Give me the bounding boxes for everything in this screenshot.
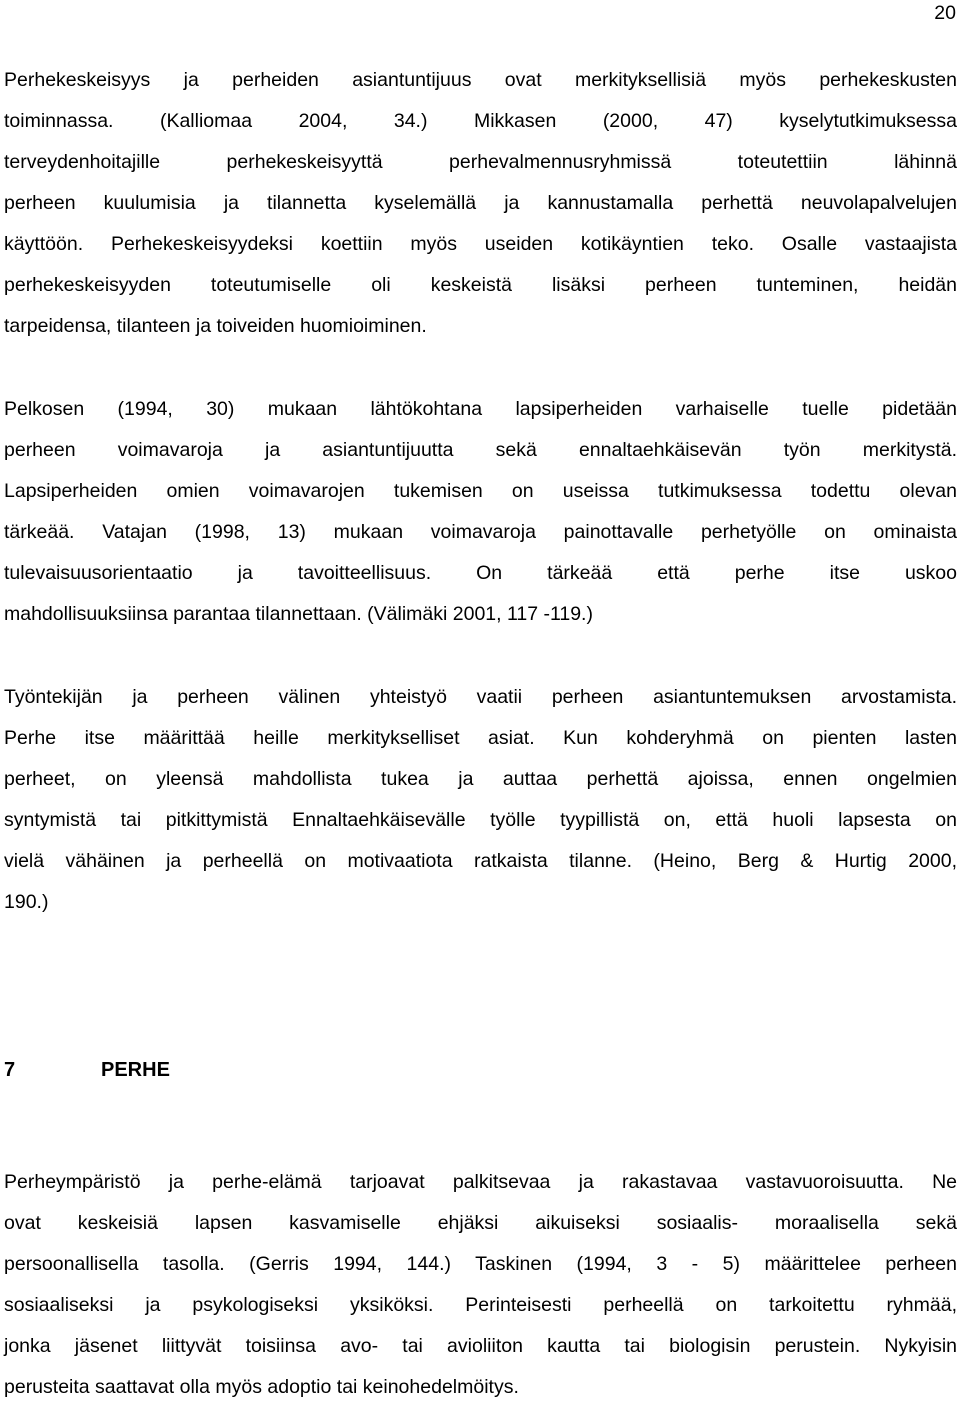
section-number: 7 — [4, 1059, 16, 1081]
paragraph-perhekeskeisyys — [4, 60, 957, 347]
text-line: persoonallisella tasolla. (Gerris 1994, 144.) Taskinen (1994, 3 - 5) määrittelee perheen — [4, 1253, 957, 1275]
text-line: toiminnassa. (Kalliomaa 2004, 34.) Mikkasen (2000, 47) kyselytutkimuksessa — [4, 110, 957, 132]
text-line: perheen kuulumisia ja tilannetta kyselemällä ja kannustamalla perhettä neuvolapalvelujen — [4, 192, 957, 214]
text-line: Pelkosen (1994, 30) mukaan lähtökohtana lapsiperheiden varhaiselle tuelle pidetään — [4, 398, 957, 420]
paragraph-pelkonen — [4, 389, 957, 635]
text-line: perheen voimavaroja ja asiantuntijuutta sekä ennaltaehkäisevän työn merkitystä. — [4, 439, 957, 461]
text-line: perheet, on yleensä mahdollista tukea ja auttaa perhettä ajoissa, ennen ongelmien — [4, 768, 957, 790]
page-number: 20 — [934, 2, 956, 24]
text-line: Lapsiperheiden omien voimavarojen tukemisen on useissa tutkimuksessa todettu olevan — [4, 480, 957, 502]
text-line: Perheympäristö ja perhe-elämä tarjoavat palkitsevaa ja rakastavaa vastavuoroisuutta. Ne — [4, 1171, 957, 1193]
text-line: 190.) — [4, 891, 49, 913]
text-line: perhekeskeisyyden toteutumiselle oli keskeistä lisäksi perheen tunteminen, heidän — [4, 274, 957, 296]
text-line: mahdollisuuksiinsa parantaa tilannettaan. (Välimäki 2001, 117 -119.) — [4, 603, 593, 625]
text-line: jonka jäsenet liittyvät toisiinsa avo- tai avioliiton kautta tai biologisin perustein. Nykyisin — [4, 1335, 957, 1357]
text-line: vielä vähäinen ja perheellä on motivaatiota ratkaista tilanne. (Heino, Berg & Hurtig 2000, — [4, 850, 957, 872]
text-line: terveydenhoitajille perhekeskeisyyttä perhevalmennusryhmissä toteutettiin lähinnä — [4, 151, 957, 173]
text-line: sosiaaliseksi ja psykologiseksi yksiköksi. Perinteisesti perheellä on tarkoitettu ryhmää, — [4, 1294, 957, 1316]
section-heading — [4, 1050, 170, 1091]
section-title: PERHE — [101, 1059, 170, 1081]
text-line: Perhekeskeisyys ja perheiden asiantuntijuus ovat merkityksellisiä myös perhekeskusten — [4, 69, 957, 91]
paragraph-perheymparisto — [4, 1162, 957, 1408]
text-line: käyttöön. Perhekeskeisyydeksi koettiin myös useiden kotikäyntien teko. Osalle vastaajista — [4, 233, 957, 255]
paragraph-tyontekija — [4, 677, 957, 923]
text-line: perusteita saattavat olla myös adoptio tai keinohedelmöitys. — [4, 1376, 519, 1398]
text-line: tulevaisuusorientaatio ja tavoitteellisuus. On tärkeää että perhe itse uskoo — [4, 562, 957, 584]
text-line: tarpeidensa, tilanteen ja toiveiden huomioiminen. — [4, 315, 427, 337]
text-line: syntymistä tai pitkittymistä Ennaltaehkäisevälle työlle tyypillistä on, että huoli lapsesta on — [4, 809, 957, 831]
text-line: Työntekijän ja perheen välinen yhteistyö vaatii perheen asiantuntemuksen arvostamista. — [4, 686, 957, 708]
text-line: Perhe itse määrittää heille merkitykselliset asiat. Kun kohderyhmä on pienten lasten — [4, 727, 957, 749]
text-line: ovat keskeisiä lapsen kasvamiselle ehjäksi aikuiseksi sosiaalis- moraalisella sekä — [4, 1212, 957, 1234]
text-line: tärkeää. Vatajan (1998, 13) mukaan voimavaroja painottavalle perhetyölle on ominaista — [4, 521, 957, 543]
